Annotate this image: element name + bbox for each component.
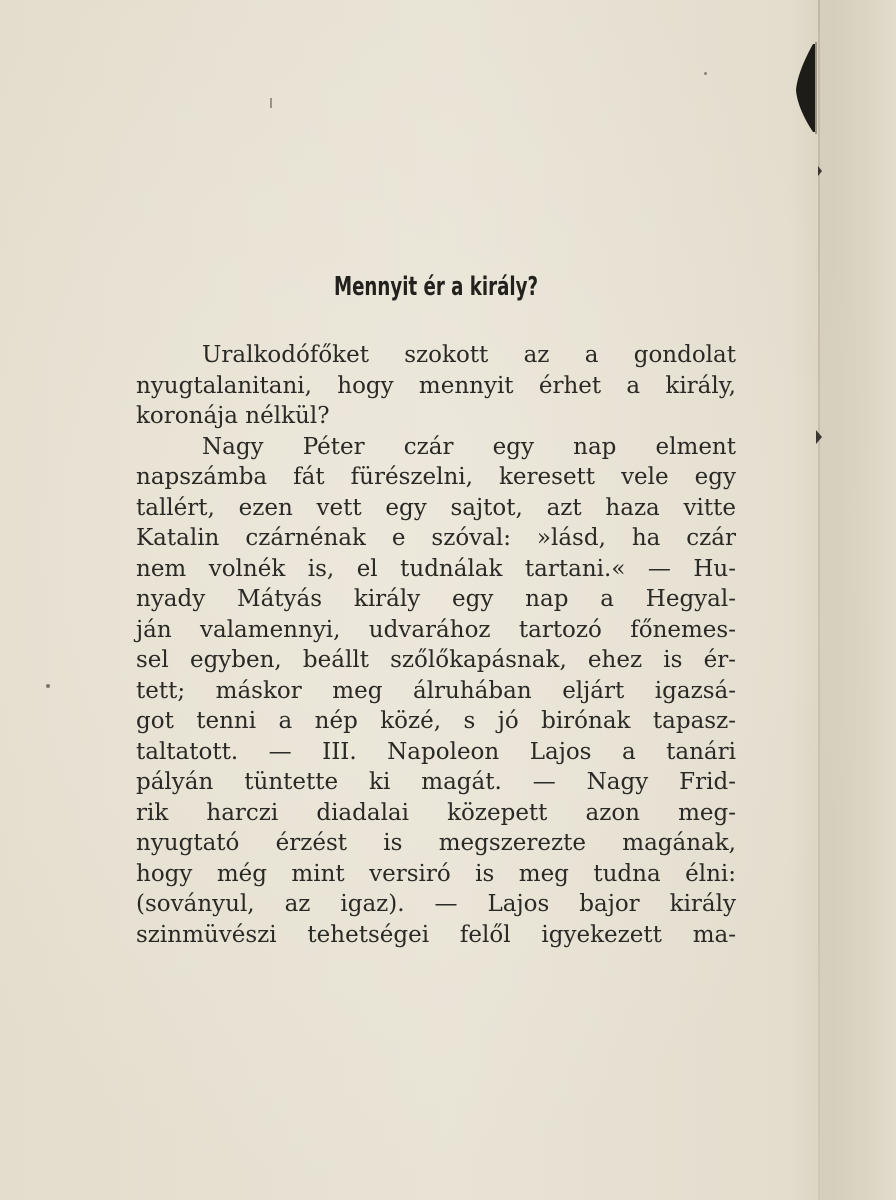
text-line: (soványul, az igaz). — Lajos bajor király — [136, 891, 736, 917]
speck — [704, 72, 707, 75]
text-line: pályán tüntette ki magát. — Nagy Frid- — [136, 769, 736, 795]
text-line: szinmüvészi tehetségei felől igyekezett ma- — [136, 921, 736, 948]
text-line: sel egyben, beállt szőlőkapásnak, ehez is ér- — [136, 647, 736, 673]
text-line: taltatott. — III. Napoleon Lajos a tanári — [136, 738, 736, 765]
article-title: Mennyit ér a király? — [333, 272, 539, 302]
text-line: nyady Mátyás király egy nap a Hegyal- — [136, 586, 736, 612]
text-line: tallért, ezen vett egy sajtot, azt haza vitte — [136, 494, 736, 521]
edge-notch-icon — [816, 430, 822, 444]
text-line: nyugtató érzést is megszerezte magának, — [136, 830, 736, 856]
text-line: got tenni a nép közé, s jó birónak tapasz- — [136, 708, 736, 734]
binding-mark-icon — [793, 42, 817, 134]
speck — [270, 98, 272, 108]
text-line: Katalin czárnénak e szóval: »lásd, ha czár — [136, 525, 736, 551]
text-line: tett; máskor meg álruhában eljárt igazsá- — [136, 677, 736, 704]
text-line: ján valamennyi, udvarához tartozó főnemes- — [136, 616, 736, 643]
text-line: Uralkodófőket szokott az a gondolat — [202, 342, 736, 368]
text-line: nem volnék is, el tudnálak tartani.« — Hu- — [136, 555, 736, 582]
text-line: nyugtalanitani, hogy mennyit érhet a király, — [136, 372, 736, 399]
edge-notch-icon — [818, 166, 822, 176]
page-edge-strip — [820, 0, 896, 1200]
speck — [46, 684, 50, 688]
text-line: hogy még mint versiró is meg tudna élni: — [136, 860, 736, 887]
text-line: Nagy Péter czár egy nap elment — [202, 433, 736, 460]
text-line: rik harczi diadalai közepett azon meg- — [136, 799, 736, 826]
article-body — [136, 340, 736, 950]
text-line: koronája nélkül? — [136, 403, 330, 429]
text-line: napszámba fát fürészelni, keresett vele egy — [136, 464, 736, 490]
page-fold-line — [818, 0, 820, 1200]
